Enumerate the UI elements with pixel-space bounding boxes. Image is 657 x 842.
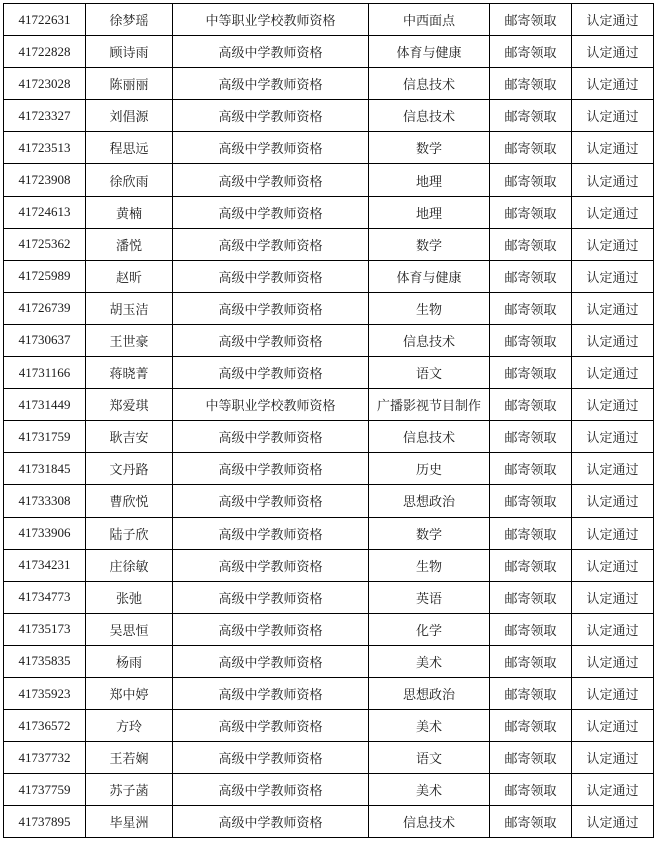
cell-status: 认定通过 (572, 485, 654, 517)
cell-status: 认定通过 (572, 324, 654, 356)
cell-subject: 信息技术 (369, 68, 490, 100)
cell-pickup-method: 邮寄领取 (490, 581, 572, 613)
cell-name: 苏子菡 (86, 774, 173, 806)
table-row (4, 517, 654, 549)
cell-subject: 数学 (369, 228, 490, 260)
cell-pickup-method: 邮寄领取 (490, 389, 572, 421)
cell-status: 认定通过 (572, 228, 654, 260)
cell-subject: 思想政治 (369, 677, 490, 709)
cell-subject: 信息技术 (369, 806, 490, 838)
cell-qualification: 高级中学教师资格 (173, 677, 369, 709)
cell-pickup-method: 邮寄领取 (490, 742, 572, 774)
table-row (4, 100, 654, 132)
cell-status: 认定通过 (572, 421, 654, 453)
cell-qualification: 高级中学教师资格 (173, 581, 369, 613)
cell-id: 41731845 (4, 453, 86, 485)
cell-status: 认定通过 (572, 517, 654, 549)
certification-roster-table (3, 3, 654, 838)
cell-pickup-method: 邮寄领取 (490, 710, 572, 742)
cell-name: 毕星洲 (86, 806, 173, 838)
cell-pickup-method: 邮寄领取 (490, 421, 572, 453)
table-row (4, 324, 654, 356)
cell-name: 黄楠 (86, 196, 173, 228)
cell-id: 41737895 (4, 806, 86, 838)
cell-status: 认定通过 (572, 774, 654, 806)
cell-name: 郑中婷 (86, 677, 173, 709)
cell-qualification: 高级中学教师资格 (173, 132, 369, 164)
cell-name: 刘倡源 (86, 100, 173, 132)
cell-name: 曹欣悦 (86, 485, 173, 517)
table-row (4, 389, 654, 421)
cell-qualification: 高级中学教师资格 (173, 645, 369, 677)
cell-subject: 生物 (369, 549, 490, 581)
table-row (4, 742, 654, 774)
cell-subject: 生物 (369, 292, 490, 324)
table-row (4, 549, 654, 581)
cell-name: 郑爱琪 (86, 389, 173, 421)
cell-subject: 语文 (369, 357, 490, 389)
cell-pickup-method: 邮寄领取 (490, 806, 572, 838)
table-row (4, 4, 654, 36)
table-row (4, 677, 654, 709)
cell-id: 41731166 (4, 357, 86, 389)
table-row (4, 36, 654, 68)
cell-qualification: 高级中学教师资格 (173, 613, 369, 645)
cell-subject: 中西面点 (369, 4, 490, 36)
cell-pickup-method: 邮寄领取 (490, 228, 572, 260)
cell-qualification: 中等职业学校教师资格 (173, 389, 369, 421)
cell-id: 41726739 (4, 292, 86, 324)
cell-pickup-method: 邮寄领取 (490, 196, 572, 228)
cell-status: 认定通过 (572, 453, 654, 485)
table-row (4, 774, 654, 806)
roster-table-body (4, 4, 654, 838)
cell-pickup-method: 邮寄领取 (490, 260, 572, 292)
cell-subject: 体育与健康 (369, 260, 490, 292)
cell-name: 王世豪 (86, 324, 173, 356)
cell-subject: 信息技术 (369, 421, 490, 453)
cell-subject: 化学 (369, 613, 490, 645)
cell-subject: 广播影视节目制作 (369, 389, 490, 421)
table-row (4, 68, 654, 100)
cell-subject: 信息技术 (369, 100, 490, 132)
cell-subject: 地理 (369, 164, 490, 196)
cell-id: 41723028 (4, 68, 86, 100)
cell-status: 认定通过 (572, 132, 654, 164)
cell-pickup-method: 邮寄领取 (490, 4, 572, 36)
cell-name: 耿吉安 (86, 421, 173, 453)
table-row (4, 164, 654, 196)
cell-pickup-method: 邮寄领取 (490, 324, 572, 356)
cell-name: 陆子欣 (86, 517, 173, 549)
cell-qualification: 中等职业学校教师资格 (173, 4, 369, 36)
cell-qualification: 高级中学教师资格 (173, 549, 369, 581)
table-row (4, 613, 654, 645)
cell-qualification: 高级中学教师资格 (173, 292, 369, 324)
cell-id: 41725362 (4, 228, 86, 260)
table-row (4, 645, 654, 677)
cell-id: 41723908 (4, 164, 86, 196)
cell-qualification: 高级中学教师资格 (173, 742, 369, 774)
cell-subject: 体育与健康 (369, 36, 490, 68)
table-row (4, 292, 654, 324)
cell-status: 认定通过 (572, 260, 654, 292)
cell-id: 41731449 (4, 389, 86, 421)
cell-pickup-method: 邮寄领取 (490, 517, 572, 549)
cell-pickup-method: 邮寄领取 (490, 164, 572, 196)
cell-pickup-method: 邮寄领取 (490, 36, 572, 68)
cell-pickup-method: 邮寄领取 (490, 357, 572, 389)
cell-status: 认定通过 (572, 742, 654, 774)
table-row (4, 421, 654, 453)
table-row (4, 132, 654, 164)
cell-qualification: 高级中学教师资格 (173, 710, 369, 742)
cell-name: 徐梦瑶 (86, 4, 173, 36)
cell-id: 41724613 (4, 196, 86, 228)
cell-id: 41737759 (4, 774, 86, 806)
table-row (4, 260, 654, 292)
cell-subject: 地理 (369, 196, 490, 228)
cell-status: 认定通过 (572, 292, 654, 324)
cell-pickup-method: 邮寄领取 (490, 100, 572, 132)
cell-pickup-method: 邮寄领取 (490, 132, 572, 164)
cell-pickup-method: 邮寄领取 (490, 453, 572, 485)
cell-id: 41722828 (4, 36, 86, 68)
cell-status: 认定通过 (572, 68, 654, 100)
cell-id: 41735923 (4, 677, 86, 709)
table-row (4, 485, 654, 517)
cell-status: 认定通过 (572, 710, 654, 742)
cell-qualification: 高级中学教师资格 (173, 100, 369, 132)
cell-status: 认定通过 (572, 645, 654, 677)
table-row (4, 581, 654, 613)
cell-name: 庄徐敏 (86, 549, 173, 581)
cell-name: 程思远 (86, 132, 173, 164)
cell-qualification: 高级中学教师资格 (173, 517, 369, 549)
cell-name: 陈丽丽 (86, 68, 173, 100)
cell-pickup-method: 邮寄领取 (490, 485, 572, 517)
cell-id: 41730637 (4, 324, 86, 356)
cell-subject: 美术 (369, 774, 490, 806)
cell-subject: 数学 (369, 517, 490, 549)
cell-name: 蒋晓菁 (86, 357, 173, 389)
cell-status: 认定通过 (572, 389, 654, 421)
cell-qualification: 高级中学教师资格 (173, 164, 369, 196)
cell-qualification: 高级中学教师资格 (173, 357, 369, 389)
cell-qualification: 高级中学教师资格 (173, 36, 369, 68)
cell-qualification: 高级中学教师资格 (173, 68, 369, 100)
cell-name: 方玲 (86, 710, 173, 742)
cell-id: 41722631 (4, 4, 86, 36)
cell-status: 认定通过 (572, 581, 654, 613)
table-row (4, 357, 654, 389)
cell-subject: 思想政治 (369, 485, 490, 517)
cell-status: 认定通过 (572, 100, 654, 132)
cell-id: 41733308 (4, 485, 86, 517)
cell-pickup-method: 邮寄领取 (490, 677, 572, 709)
cell-name: 吴思恒 (86, 613, 173, 645)
cell-id: 41734231 (4, 549, 86, 581)
cell-id: 41737732 (4, 742, 86, 774)
table-row (4, 228, 654, 260)
cell-subject: 语文 (369, 742, 490, 774)
cell-pickup-method: 邮寄领取 (490, 645, 572, 677)
cell-status: 认定通过 (572, 196, 654, 228)
cell-qualification: 高级中学教师资格 (173, 324, 369, 356)
cell-qualification: 高级中学教师资格 (173, 774, 369, 806)
cell-name: 潘悦 (86, 228, 173, 260)
cell-id: 41734773 (4, 581, 86, 613)
cell-id: 41731759 (4, 421, 86, 453)
cell-qualification: 高级中学教师资格 (173, 260, 369, 292)
cell-name: 赵昕 (86, 260, 173, 292)
cell-status: 认定通过 (572, 357, 654, 389)
cell-pickup-method: 邮寄领取 (490, 68, 572, 100)
cell-subject: 信息技术 (369, 324, 490, 356)
cell-pickup-method: 邮寄领取 (490, 292, 572, 324)
table-row (4, 196, 654, 228)
cell-name: 胡玉洁 (86, 292, 173, 324)
cell-qualification: 高级中学教师资格 (173, 485, 369, 517)
cell-id: 41725989 (4, 260, 86, 292)
cell-status: 认定通过 (572, 677, 654, 709)
table-row (4, 710, 654, 742)
cell-subject: 美术 (369, 710, 490, 742)
cell-subject: 历史 (369, 453, 490, 485)
cell-id: 41723513 (4, 132, 86, 164)
cell-qualification: 高级中学教师资格 (173, 806, 369, 838)
cell-qualification: 高级中学教师资格 (173, 421, 369, 453)
cell-qualification: 高级中学教师资格 (173, 228, 369, 260)
cell-name: 徐欣雨 (86, 164, 173, 196)
cell-status: 认定通过 (572, 613, 654, 645)
cell-id: 41735835 (4, 645, 86, 677)
table-row (4, 453, 654, 485)
roster-table-container (3, 3, 654, 838)
cell-status: 认定通过 (572, 164, 654, 196)
cell-id: 41733906 (4, 517, 86, 549)
cell-qualification: 高级中学教师资格 (173, 453, 369, 485)
cell-name: 顾诗雨 (86, 36, 173, 68)
cell-id: 41736572 (4, 710, 86, 742)
cell-id: 41723327 (4, 100, 86, 132)
cell-id: 41735173 (4, 613, 86, 645)
cell-subject: 美术 (369, 645, 490, 677)
cell-name: 文丹路 (86, 453, 173, 485)
cell-pickup-method: 邮寄领取 (490, 774, 572, 806)
cell-status: 认定通过 (572, 806, 654, 838)
cell-pickup-method: 邮寄领取 (490, 613, 572, 645)
cell-subject: 数学 (369, 132, 490, 164)
cell-status: 认定通过 (572, 36, 654, 68)
cell-name: 杨雨 (86, 645, 173, 677)
table-row (4, 806, 654, 838)
cell-name: 王若娴 (86, 742, 173, 774)
cell-name: 张弛 (86, 581, 173, 613)
cell-subject: 英语 (369, 581, 490, 613)
cell-pickup-method: 邮寄领取 (490, 549, 572, 581)
cell-status: 认定通过 (572, 549, 654, 581)
cell-status: 认定通过 (572, 4, 654, 36)
cell-qualification: 高级中学教师资格 (173, 196, 369, 228)
